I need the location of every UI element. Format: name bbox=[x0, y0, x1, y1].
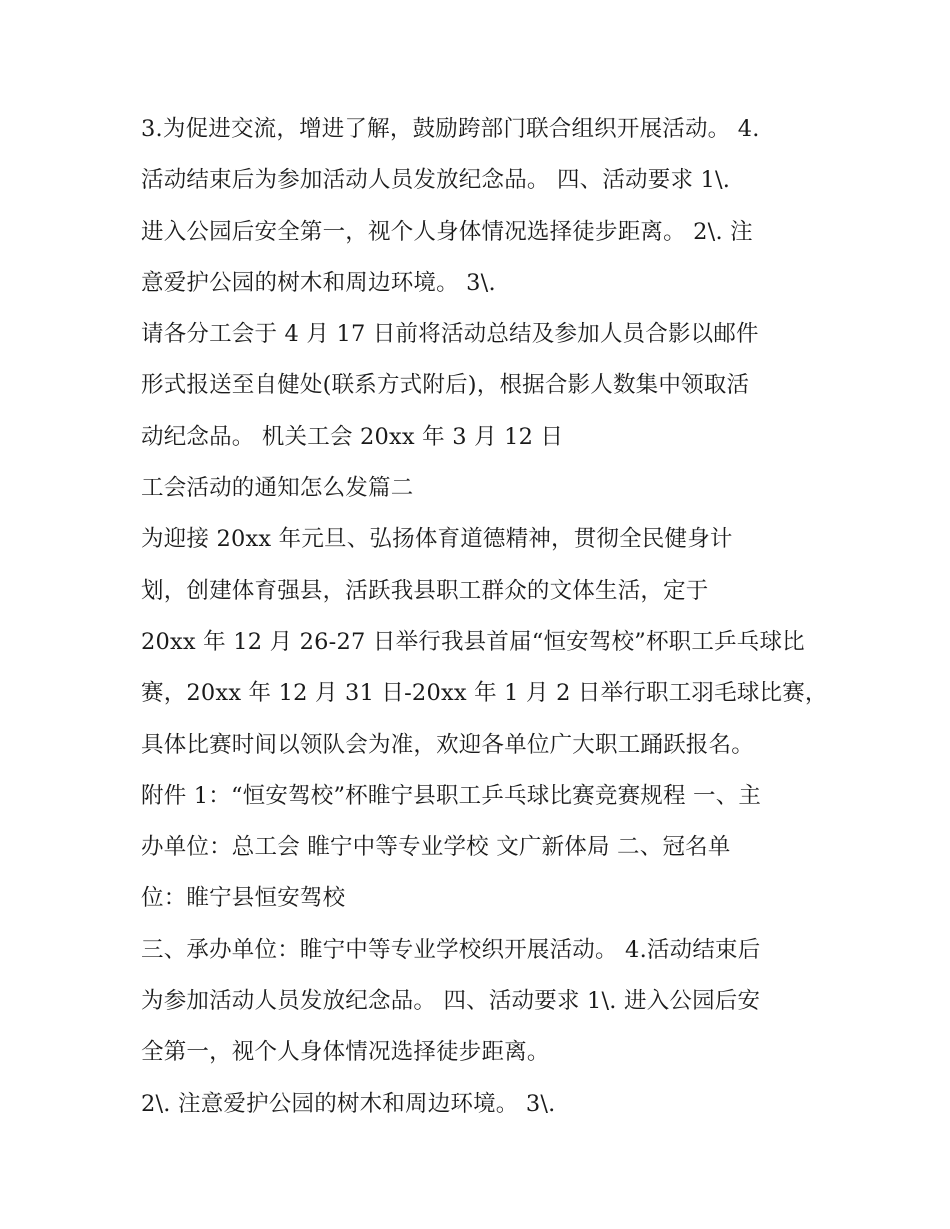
text-line: 办单位：总工会 睢宁中等专业学校 文广新体局 二、冠名单 bbox=[141, 834, 731, 861]
text-line: 意爱护公园的树木和周边环境。 3\. bbox=[141, 269, 496, 296]
text-line: 动纪念品。 机关工会 20xx 年 3 月 12 日 bbox=[141, 423, 564, 450]
text-line: 进入公园后安全第一，视个人身体情况选择徒步距离。 2\. 注 bbox=[141, 218, 753, 245]
text-line: 位：睢宁县恒安驾校 bbox=[141, 885, 346, 912]
text-line: 三、承办单位：睢宁中等专业学校织开展活动。 4.活动结束后 bbox=[141, 936, 761, 963]
text-line: 活动结束后为参加活动人员发放纪念品。 四、活动要求 1\. bbox=[141, 167, 731, 194]
text-line: 20xx 年 12 月 26-27 日举行我县首届“恒安驾校”杯职工乒乓球比 bbox=[141, 628, 805, 655]
text-line: 具体比赛时间以领队会为准，欢迎各单位广大职工踊跃报名。 bbox=[141, 731, 754, 758]
section-heading: 工会活动的通知怎么发篇二 bbox=[141, 475, 414, 502]
text-line: 赛，20xx 年 12 月 31 日-20xx 年 1 月 2 日举行职工羽毛球比赛， bbox=[141, 680, 828, 707]
text-line: 3.为促进交流，增进了解，鼓励跨部门联合组织开展活动。 4. bbox=[141, 116, 760, 142]
text-line: 为参加活动人员发放纪念品。 四、活动要求 1\. 进入公园后安 bbox=[141, 988, 761, 1015]
text-line: 全第一，视个人身体情况选择徒步距离。 bbox=[141, 1039, 550, 1066]
text-line: 请各分工会于 4 月 17 日前将活动总结及参加人员合影以邮件 bbox=[141, 321, 759, 348]
document-body bbox=[141, 104, 828, 1130]
text-line: 划，创建体育强县，活跃我县职工群众的文体生活，定于 bbox=[141, 577, 709, 604]
text-line: 2\. 注意爱护公园的树木和周边环境。 3\. bbox=[141, 1090, 556, 1117]
text-line: 为迎接 20xx 年元旦、弘扬体育道德精神，贯彻全民健身计 bbox=[141, 526, 733, 553]
text-line: 附件 1：“恒安驾校”杯睢宁县职工乒乓球比赛竞赛规程 一、主 bbox=[141, 782, 762, 809]
text-line: 形式报送至自健处(联系方式附后)，根据合影人数集中领取活 bbox=[141, 372, 750, 399]
